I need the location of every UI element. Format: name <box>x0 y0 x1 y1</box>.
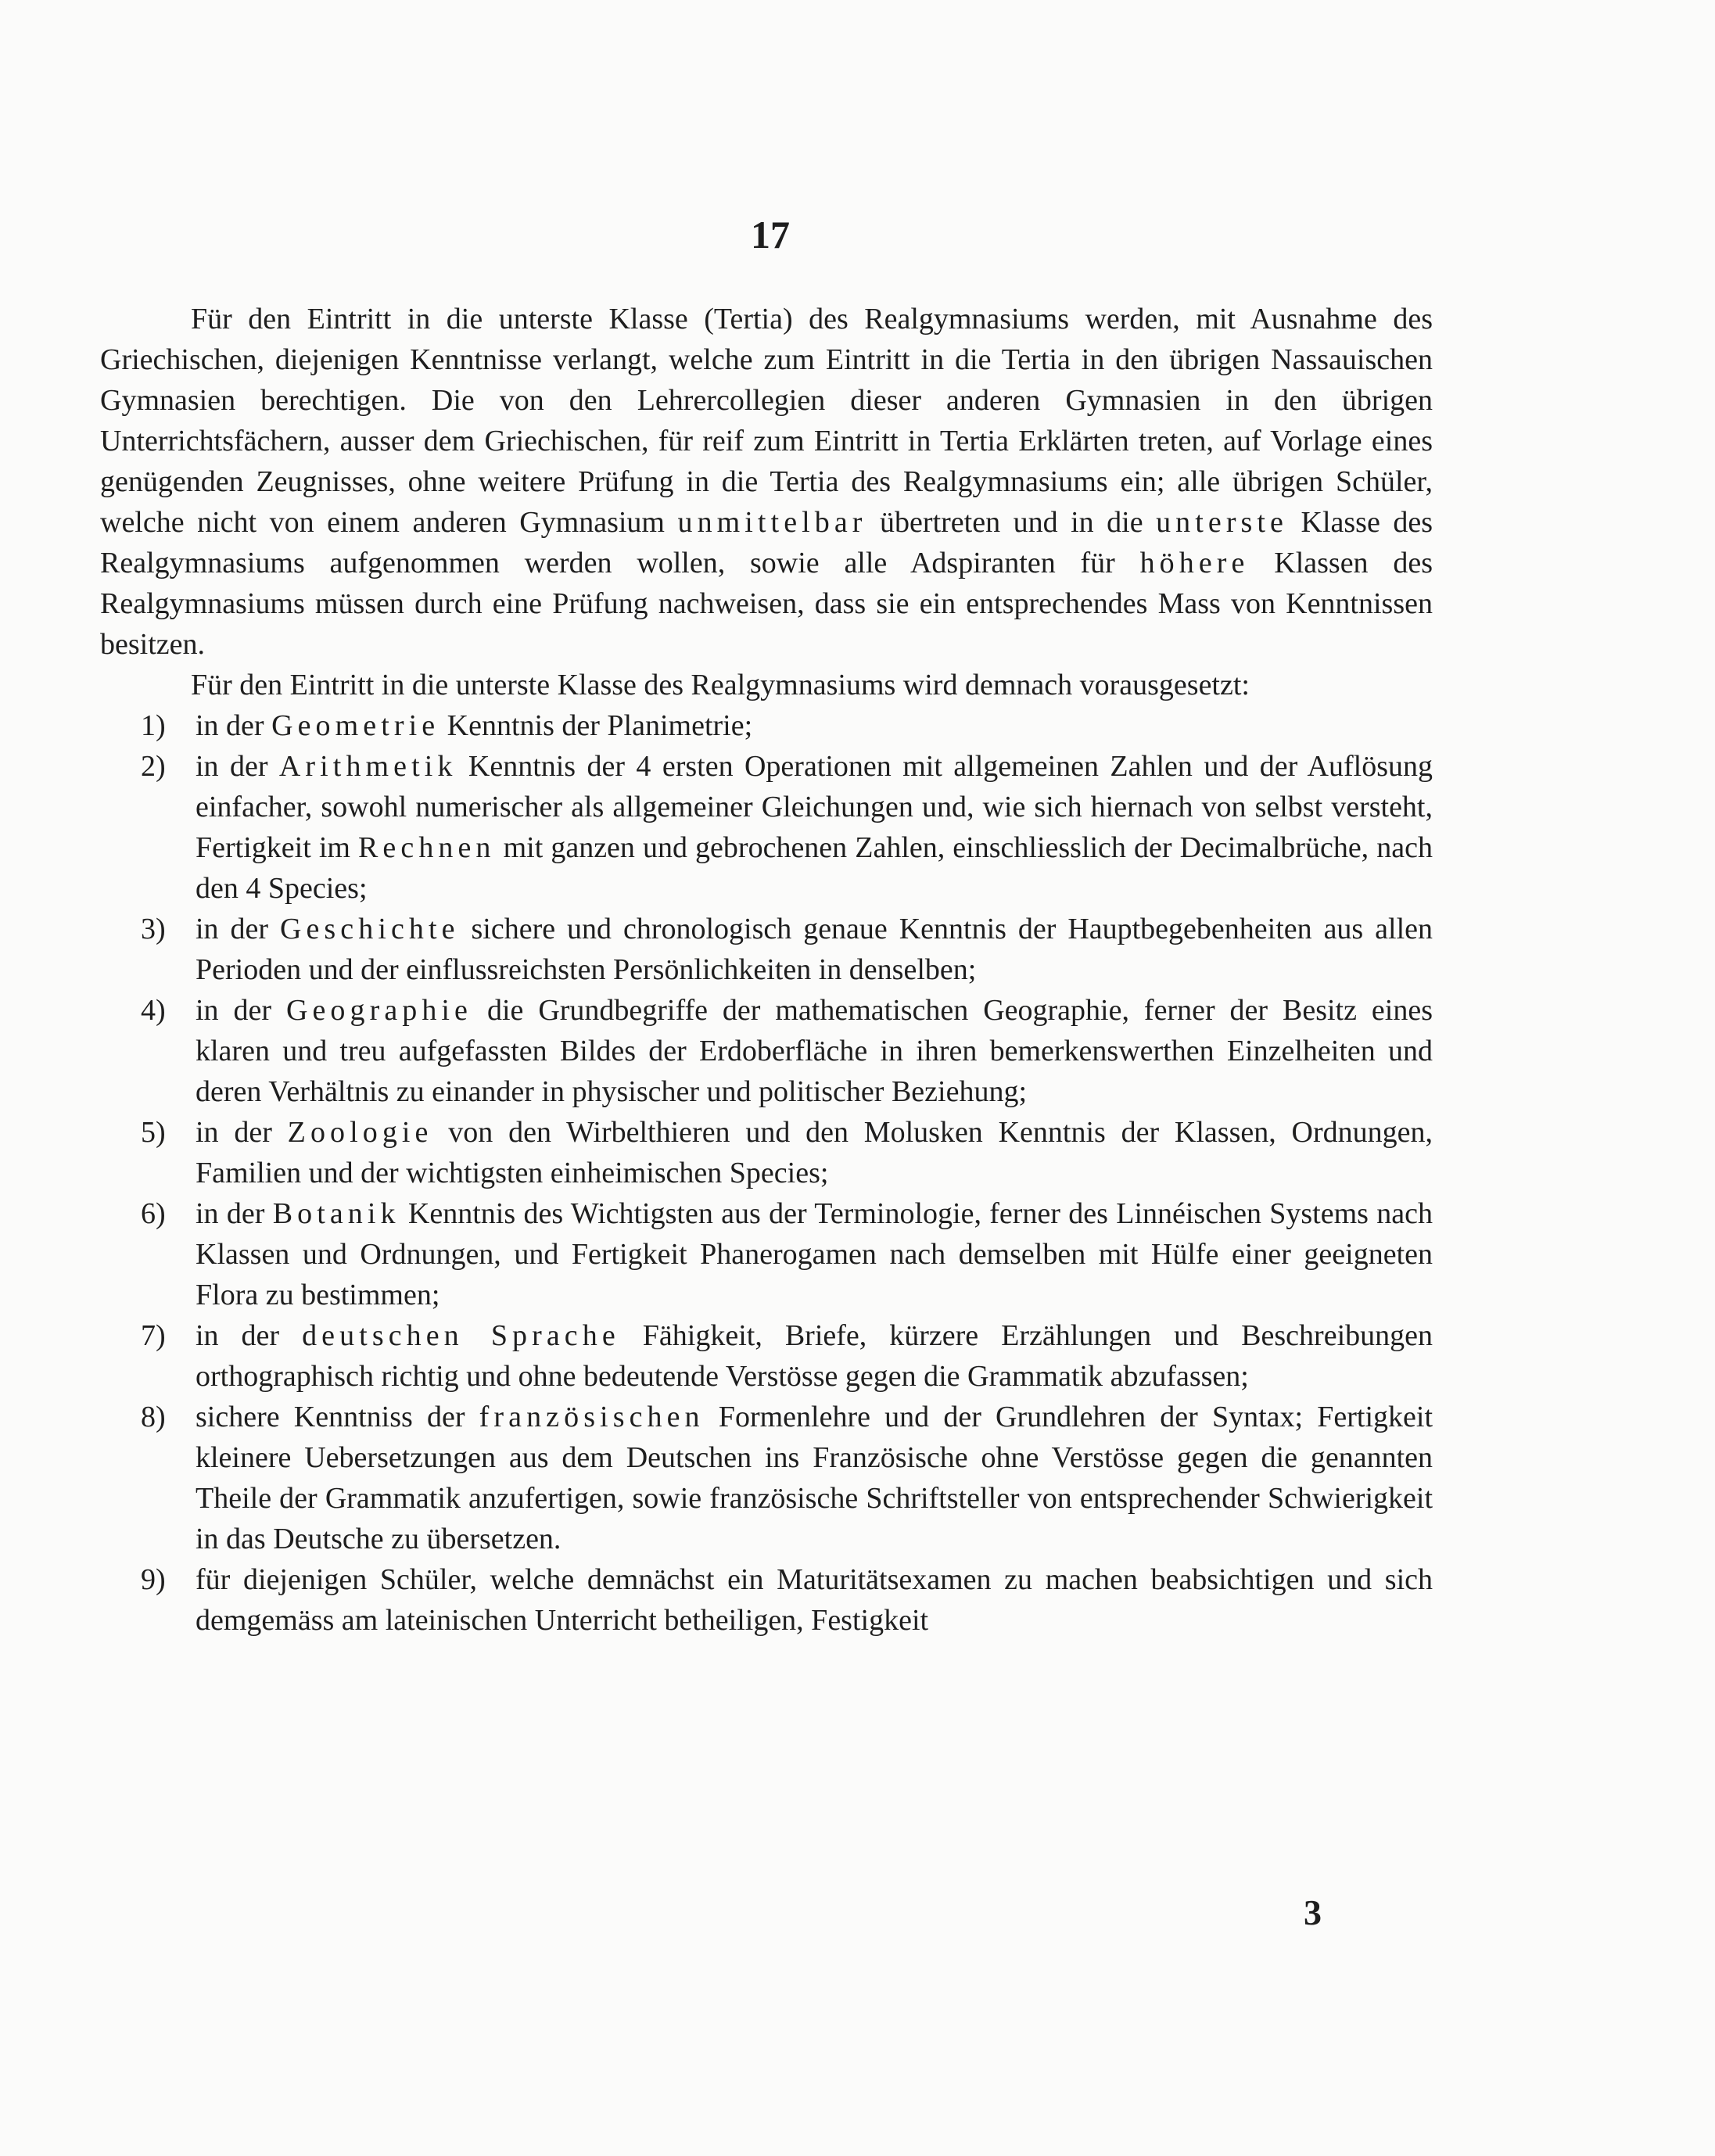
text-run: in der <box>196 750 279 783</box>
text-run: in der <box>196 1116 288 1149</box>
text-run: für diejenigen Schüler, welche demnächst ein Maturitätsexamen zu machen beabsichtigen und sich demgemäss am lateinischen Unterricht betheiligen, Festigkeit <box>196 1563 1433 1637</box>
text-run: in der <box>196 913 280 945</box>
list-item <box>100 1397 1433 1559</box>
text-run: Fähigkeit, Briefe, kürzere Erzählungen und Beschreibungen orthographisch richtig und ohne bedeutende Verstösse gegen die Grammatik abzufassen; <box>196 1319 1433 1393</box>
text-run: von den Wirbelthieren und den Molusken Kenntnis der Klassen, Ordnungen, Familien und der wichtigsten einheimischen Species; <box>196 1116 1433 1189</box>
list-item <box>100 990 1433 1112</box>
emphasized-term: Geographie <box>285 994 473 1027</box>
text-run: Für den Eintritt in die unterste Klasse des Realgymnasiums wird demnach vorausgesetzt: <box>191 669 1250 701</box>
signature-mark: 3 <box>1304 1892 1322 1932</box>
list-item <box>100 1559 1433 1641</box>
list-item-number: 4) <box>141 994 166 1027</box>
paragraph-prerequisites-intro <box>100 665 1433 705</box>
emphasized-term: Arithmetik <box>278 750 457 783</box>
emphasized-term: französischen <box>479 1401 705 1433</box>
list-item-number: 7) <box>141 1319 166 1352</box>
text-run: Kenntnis der Planimetrie; <box>440 709 753 742</box>
list-item-number: 6) <box>141 1197 166 1230</box>
list-item-number: 3) <box>141 913 166 945</box>
list-item-number: 2) <box>141 750 166 783</box>
list-item <box>100 1193 1433 1315</box>
text-run: in der <box>196 994 286 1027</box>
list-item-number: 5) <box>141 1116 166 1149</box>
list-item <box>100 746 1433 909</box>
emphasized-term: Geschichte <box>279 913 460 945</box>
page-number: 17 <box>751 213 790 256</box>
list-item <box>100 1315 1433 1397</box>
emphasized-term: Zoologie <box>287 1116 433 1149</box>
text-run: übertreten und in die <box>866 506 1157 539</box>
list-item-number: 9) <box>141 1563 166 1596</box>
text-run: Kenntnis der 4 ersten Operationen mit allgemeinen Zahlen und der Auflösung einfacher, sowohl numerischer als allgemeiner Gleichungen und, wie sich hiernach von selbst versteht, Fertigkeit im <box>196 750 1433 864</box>
text-run: in der <box>196 709 272 742</box>
text-run: Klasse des Realgymnasiums aufgenommen werden wollen, sowie alle Adspiranten für <box>100 506 1433 579</box>
paragraph-admission-requirements <box>100 299 1433 665</box>
emphasized-term: Rechnen <box>358 831 496 864</box>
list-item <box>100 705 1433 746</box>
list-item <box>100 909 1433 990</box>
text-run: Formenlehre und der Grundlehren der Syntax; Fertigkeit kleinere Uebersetzungen aus dem Deutschen ins Französische ohne Verstösse gegen die genannten Theile der Grammatik anzufertigen, sowie französische Schriftsteller von entsprechender Schwierigkeit in das Deutsche zu übersetzen. <box>196 1401 1433 1555</box>
list-item <box>100 1112 1433 1193</box>
emphasized-term: unmittelbar <box>677 506 867 539</box>
text-run: sichere und chronologisch genaue Kenntnis der Hauptbegebenheiten aus allen Perioden und der einflussreichsten Persönlichkeiten in denselben; <box>196 913 1433 986</box>
text-run: die Grundbegriffe der mathematischen Geographie, ferner der Besitz eines klaren und treu aufgefassten Bildes der Erdoberfläche in ihren bemerkenswerthen Einzelheiten und deren Verhältnis zu einander in physischer und politischer Beziehung; <box>196 994 1433 1108</box>
text-run: Für den Eintritt in die unterste Klasse (Tertia) des Realgymnasiums werden, mit Ausnahme des Griechischen, diejenigen Kenntnisse verlangt, welche zum Eintritt in die Tertia in den übrigen Nassauischen Gymnasien berechtigen. Die von den Lehrercollegien dieser anderen Gymnasien in den übrigen Unterrichtsfächern, ausser dem Griechischen, für reif zum Eintritt in Tertia Erklärten treten, auf Vorlage eines genügenden Zeugnisses, ohne weitere Prüfung in die Tertia des Realgymnasiums ein; alle übrigen Schüler, welche nicht von einem anderen Gymnasium <box>100 303 1433 539</box>
emphasized-term: Botanik <box>272 1197 400 1230</box>
prerequisites-list <box>100 705 1433 1641</box>
text-run: in der <box>196 1319 303 1352</box>
list-item-number: 1) <box>141 709 166 742</box>
text-run: Klassen des Realgymnasiums müssen durch eine Prüfung nachweisen, dass sie ein entsprechendes Mass von Kenntnissen besitzen. <box>100 547 1433 661</box>
text-run: Kenntnis des Wichtigsten aus der Terminologie, ferner des Linnéischen Systems nach Klassen und Ordnungen, und Fertigkeit Phanerogamen nach demselben mit Hülfe einer geeigneten Flora zu bestimmen; <box>196 1197 1433 1311</box>
text-run: sichere Kenntniss der <box>196 1401 479 1433</box>
emphasized-term: unterste <box>1156 506 1289 539</box>
emphasized-term: Geometrie <box>271 709 440 742</box>
list-item-number: 8) <box>141 1401 166 1433</box>
emphasized-term: höhere <box>1139 547 1250 579</box>
text-run: in der <box>196 1197 273 1230</box>
text-run: mit ganzen und gebrochenen Zahlen, einschliesslich der Decimalbrüche, nach den 4 Species; <box>196 831 1433 905</box>
emphasized-term: deutschen Sprache <box>302 1319 620 1352</box>
body-text <box>100 299 1433 1641</box>
